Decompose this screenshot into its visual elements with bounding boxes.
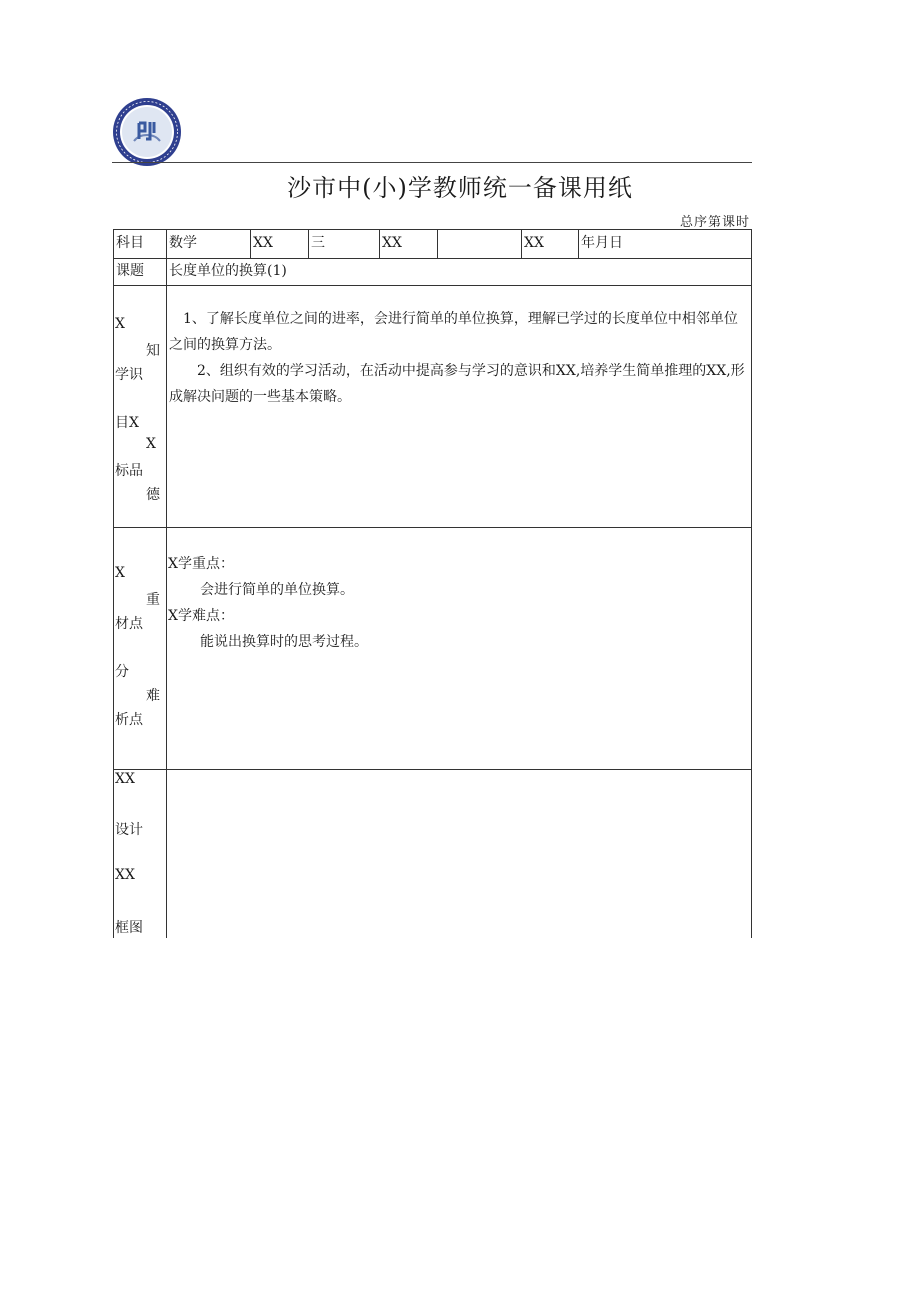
goals-label [114, 286, 166, 527]
analysis-label-glyph: X [115, 565, 125, 581]
difficulty-text: 能说出换算时的思考过程。 [200, 634, 368, 650]
topic-label: 课题 [116, 263, 144, 279]
topic-row [114, 258, 751, 286]
analysis-label-glyph: 析点 [115, 712, 143, 728]
field-d: XX [521, 230, 579, 258]
goal-paragraph-1: 1、了解长度单位之间的进率，会进行简单的单位换算，理解已学过的长度单位中相邻单位之间的换算方法。 [169, 311, 738, 353]
design-label-glyph: XX [115, 867, 135, 883]
field-b: XX [379, 230, 437, 258]
analysis-label-glyph: 材点 [115, 616, 143, 632]
analysis-label-glyph: 分 [115, 664, 129, 680]
header-rule [112, 162, 752, 163]
field-c [437, 230, 524, 258]
lesson-plan-table [113, 229, 752, 938]
analysis-row [114, 527, 751, 770]
design-row [114, 769, 751, 938]
info-row [114, 230, 751, 259]
analysis-label-glyph: 重 [146, 592, 160, 608]
analysis-content [166, 527, 751, 769]
design-content [166, 769, 751, 938]
serial-number-label: 总序第课时 [679, 215, 750, 230]
goal-paragraph-2: 2、组织有效的学习活动，在活动中提高参与学习的意识和XX,培养学生简单推理的XX,形成解决问题的一些基本策略。 [169, 363, 745, 405]
design-label-glyph: 框图 [115, 920, 143, 936]
date-value: 年月日 [578, 230, 753, 258]
goals-content [166, 286, 751, 527]
design-label [114, 769, 166, 938]
field-a: XX [250, 230, 309, 258]
analysis-label-glyph: 难 [146, 688, 160, 704]
key-point-text: 会进行简单的单位换算。 [200, 582, 354, 598]
analysis-label [114, 527, 166, 769]
school-seal-icon [112, 97, 182, 167]
subject-value: 数学 [166, 230, 251, 258]
difficulty-title: X学难点： [168, 608, 234, 624]
topic-value: 长度单位的换算(1) [166, 258, 751, 285]
design-label-glyph: 设计 [115, 822, 143, 838]
goals-label-glyph: X [115, 316, 125, 332]
goals-label-glyph: X [146, 436, 156, 452]
page-title: 沙市中(小)学教师统一备课用纸 [287, 174, 633, 202]
design-label-glyph: XX [115, 771, 135, 787]
subject-label: 科目 [116, 235, 144, 251]
grade-value: 三 [308, 230, 381, 258]
goals-row [114, 286, 751, 528]
goals-label-glyph: 目X [115, 415, 139, 431]
key-point-title: X学重点： [168, 556, 234, 572]
goals-label-glyph: 知 [146, 343, 160, 359]
goals-label-glyph: 标品 [115, 463, 143, 479]
goals-label-glyph: 学识 [115, 367, 143, 383]
goals-label-glyph: 德 [146, 487, 160, 503]
